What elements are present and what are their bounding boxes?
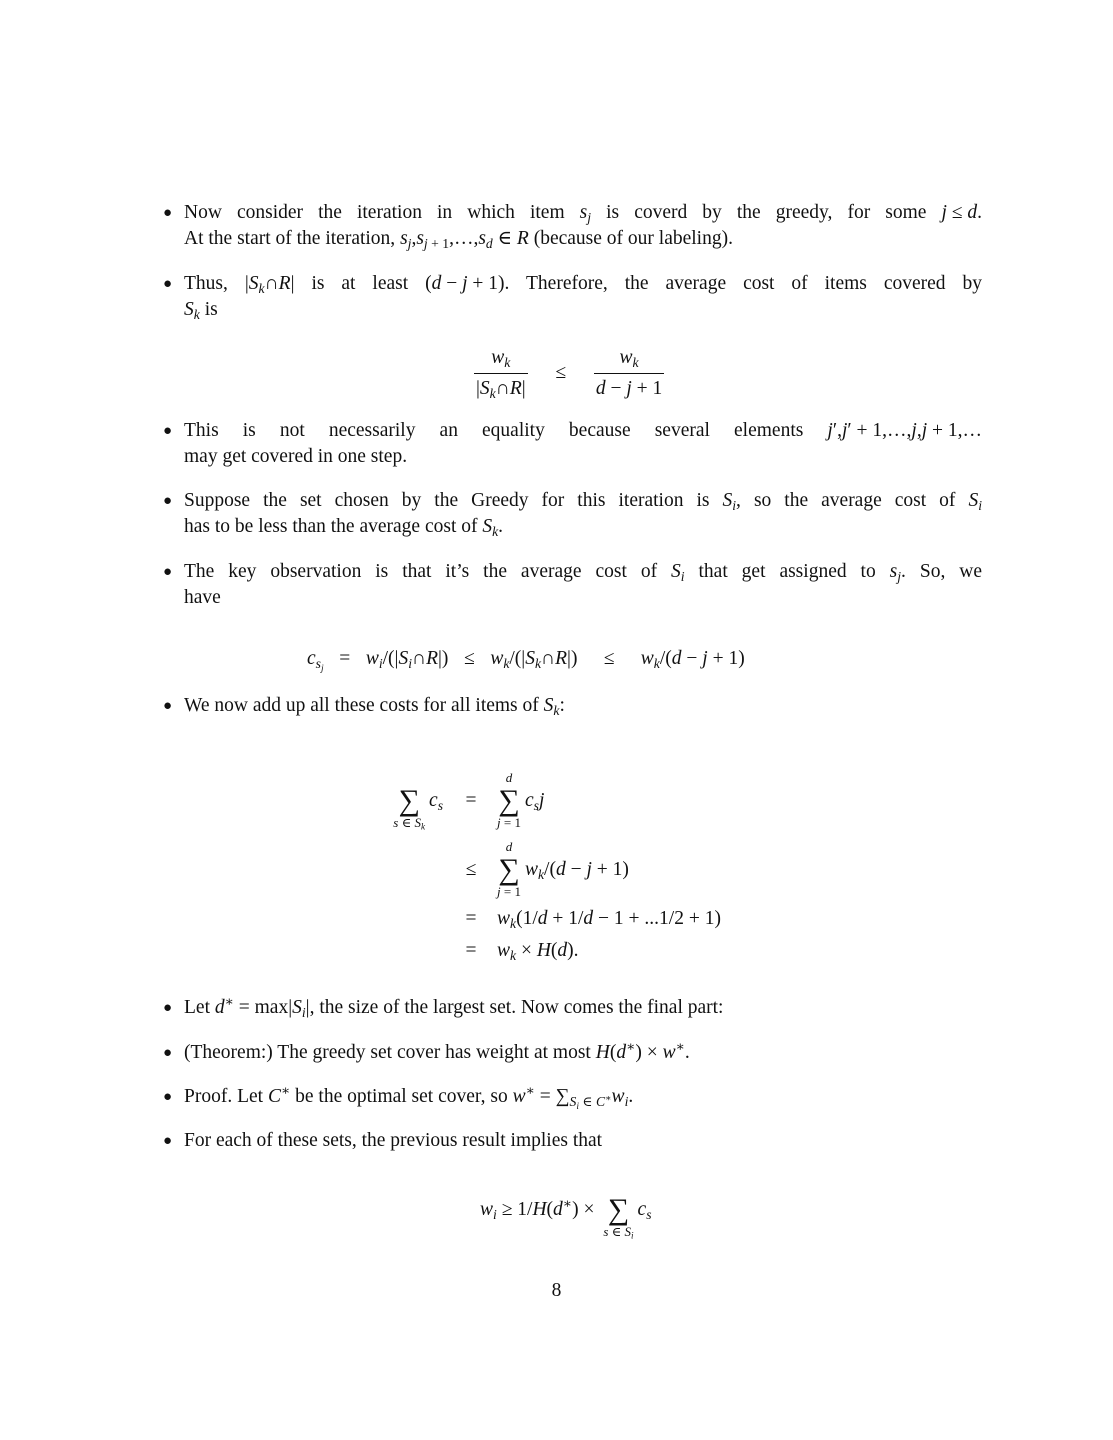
page-number: 8 bbox=[551, 1280, 562, 1301]
bullet-icon: ● bbox=[163, 698, 173, 714]
sigma-icon: ∑ bbox=[498, 853, 520, 886]
summation bbox=[603, 1180, 633, 1240]
text-line: may get covered in one step. bbox=[184, 446, 408, 467]
text-line: This is not necessarily an equality because several elements j′,j′ + 1,…,j,j + 1,… bbox=[184, 420, 982, 441]
relation: = bbox=[465, 790, 477, 811]
relation: ≤ bbox=[555, 361, 567, 383]
equation-cost-chain: $c_{s_j}$ = $w_i/(|S_i\cap R|)$ ≤ $w_k/(|S_k\cap R|) \le w_k/(d - j + 1)$ bbox=[307, 648, 745, 674]
expression: $w_k \times H(d)$. bbox=[497, 940, 579, 964]
relation: = bbox=[465, 940, 477, 961]
text-line: Now consider the iteration in which item $s_j$ is coverd by the greedy, for some j ≤ d. bbox=[184, 202, 982, 226]
text-line: At the start of the iteration, $s_j,s_{j + 1},\dots,s_d$ ∈ R (because of our labeling). bbox=[184, 228, 733, 252]
sum-body: $c_sj$ bbox=[524, 790, 545, 814]
bullet-item bbox=[163, 418, 982, 470]
relation: ≤ bbox=[465, 859, 477, 880]
bullet-item bbox=[163, 1083, 982, 1112]
sum-lower-limit: j = 1 bbox=[497, 884, 521, 899]
text-line: Proof. Let C∗ be the optimal set cover, so $w^∗ = \sum_{S_i \in C^∗}w_i$. bbox=[184, 1083, 634, 1112]
sum-lower-limit: j = 1 bbox=[497, 815, 521, 830]
expression: $w_i \ge 1/H(d^∗)$ × bbox=[480, 1196, 595, 1223]
expression: $w_k(1/d + 1/d - 1 + ...1/2 + 1)$ bbox=[497, 908, 721, 932]
text-line: (Theorem:) The greedy set cover has weight at most H(d∗) × w∗. bbox=[184, 1039, 690, 1063]
text-line: Thus, $|S_k\cap R|$ is at least (d − j + 1). Therefore, the average cost of items covered by bbox=[184, 273, 983, 297]
numerator: $w_k$ bbox=[491, 347, 511, 371]
align-row bbox=[0, 916, 1113, 986]
numerator: $w_k$ bbox=[619, 347, 639, 371]
text-line: has to be less than the average cost of $S_k$. bbox=[184, 516, 504, 540]
bullet-item bbox=[163, 693, 982, 719]
text-line: $S_k$ is bbox=[184, 299, 218, 323]
bullet-icon: ● bbox=[163, 205, 173, 221]
sum-body: $c_s$ bbox=[637, 1199, 652, 1223]
bullet-icon: ● bbox=[163, 276, 173, 292]
equation-fraction-inequality bbox=[470, 345, 668, 402]
sum-lower-limit: s ∈ $S_i$ bbox=[603, 1224, 634, 1241]
sum-upper-limit: d bbox=[505, 839, 513, 854]
bullet-icon: ● bbox=[163, 493, 173, 509]
sum-body: $c_s$ bbox=[429, 790, 443, 814]
bullet-icon: ● bbox=[163, 423, 173, 439]
bullet-item bbox=[163, 559, 982, 611]
bullet-item bbox=[163, 1128, 982, 1154]
text-line: Suppose the set chosen by the Greedy for this iteration is $S_i$, so the average cost of $S_i$ bbox=[184, 490, 982, 514]
text-line: The key observation is that it’s the average cost of $S_i$ that get assigned to $s_j$. So, we bbox=[184, 561, 982, 585]
bullet-icon: ● bbox=[163, 1045, 173, 1061]
equation-weight-bound bbox=[480, 1180, 652, 1240]
sum-lower-limit: s ∈ $S_k$ bbox=[393, 815, 426, 832]
text-line: For each of these sets, the previous result implies that bbox=[184, 1130, 603, 1151]
sum-upper-limit: d bbox=[505, 770, 513, 785]
sigma-icon: ∑ bbox=[398, 784, 420, 817]
bullet-item bbox=[163, 200, 982, 252]
bullet-icon: ● bbox=[163, 1000, 173, 1016]
sum-body: $w_k/(d - j + 1)$ bbox=[524, 859, 629, 883]
sigma-icon: ∑ bbox=[498, 784, 520, 817]
relation: = bbox=[465, 908, 477, 929]
denominator: d − j + 1 bbox=[594, 373, 664, 402]
bullet-item bbox=[163, 1039, 982, 1066]
text-line: Let $d^∗ = \max|S_i|$, the size of the largest set. Now comes the final part: bbox=[184, 994, 724, 1021]
text-line: have bbox=[184, 587, 221, 608]
text-line: We now add up all these costs for all items of $S_k$: bbox=[184, 695, 565, 719]
bullet-item bbox=[163, 271, 983, 323]
summation bbox=[497, 771, 521, 831]
summation bbox=[393, 771, 425, 831]
bullet-item bbox=[163, 488, 982, 540]
bullet-icon: ● bbox=[163, 1133, 173, 1149]
denominator: $|S_k\cap R|$ bbox=[474, 373, 528, 402]
sigma-icon: ∑ bbox=[607, 1193, 630, 1226]
bullet-icon: ● bbox=[163, 564, 173, 580]
bullet-icon: ● bbox=[163, 1089, 173, 1105]
bullet-item bbox=[163, 994, 982, 1021]
align-row bbox=[0, 766, 1113, 836]
